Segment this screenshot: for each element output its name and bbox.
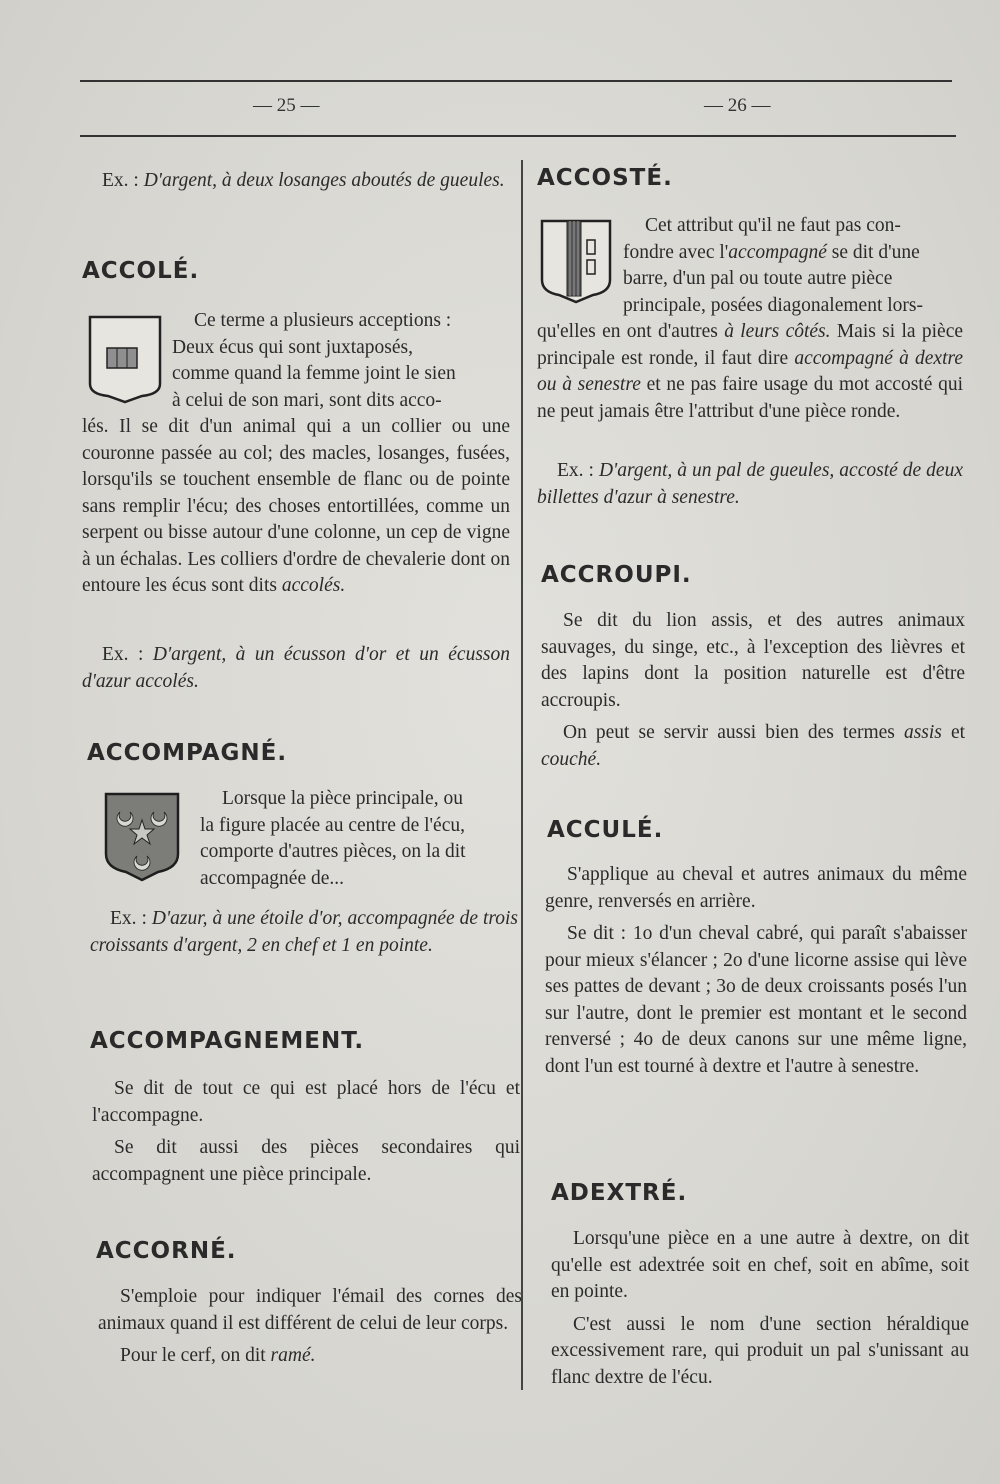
accoste-rest-italic-2: accompagné à dextre ou à senestre <box>537 347 964 395</box>
accoste-rest-3: et ne pas faire usage du mot accosté qui ne peut jamais être l'attribut d'une pièce ronde. <box>537 374 963 422</box>
ex-text: D'argent, à deux losanges aboutés de gueules. <box>143 170 505 191</box>
page-number-right: — 26 — <box>704 95 771 116</box>
accroupi-p2 <box>541 720 965 773</box>
accompagne-shield-icon <box>102 790 182 882</box>
accoste-line-4: principale, posées diagonalement lors- <box>623 294 923 316</box>
accompagnement-body <box>92 1076 520 1188</box>
ex-label: Ex. : <box>102 644 144 665</box>
ex-text: D'azur, à une étoile d'or, accompagnée de trois croissants d'argent, 2 en chef et 1 en pointe. <box>90 908 518 956</box>
accoste-line-3: barre, d'un pal ou toute autre pièce <box>623 268 893 289</box>
accroupi-p2-mid: et <box>950 722 966 743</box>
heading-accule: ACCULÉ. <box>547 817 664 843</box>
heading-accompagnement: ACCOMPAGNEMENT. <box>90 1028 365 1054</box>
accoste-example <box>537 458 963 511</box>
heading-adextre: ADEXTRÉ. <box>551 1180 688 1206</box>
accole-body-text: lés. Il se dit d'un animal qui a un collier ou une couronne passée au col; des macles, losanges, fusées, lorsqu'ils se touchent ensemble de flanc ou de pointe sans remplir l'écu; des choses entortillées, comme un serpent ou bisse autour d'une colonne, un cep de vigne à un échalas. Les colliers d'ordre de chevalerie dont on entoure les écus sont dits <box>82 416 510 596</box>
accroupi-body <box>541 608 965 773</box>
page-number-left: — 25 — <box>253 95 320 116</box>
adextre-p1: Lorsqu'une pièce en a une autre à dextre, on dit qu'elle est adextrée soit en chef, soit en abîme, soit en pointe. <box>551 1228 969 1302</box>
accroupi-p2-text: On peut se servir aussi bien des termes <box>563 722 895 743</box>
heading-accole: ACCOLÉ. <box>82 258 200 284</box>
accompagne-line-4: accompagnée de... <box>200 867 345 889</box>
accule-p2: Se dit : 1o d'un cheval cabré, qui paraît s'abaisser pour mieux s'élancer ; 2o d'une licorne assise qui lève ses pattes de devant ; 3o de deux croissants posés l'un sur l'autre, dont le premier est montant et le second renversé ; 4o de deux canons sur une même ligne, dont l'un est tourné à dextre et l'autre à senestre. <box>545 923 967 1077</box>
accole-line-1: Ce terme a plusieurs acceptions : <box>194 310 452 331</box>
accoste-line-2-pre: fondre avec l' <box>623 241 729 263</box>
accompagne-body-top <box>200 786 518 892</box>
heading-accoste: ACCOSTÉ. <box>537 165 673 191</box>
column-divider <box>521 160 523 1390</box>
accole-line-3: comme quand la femme joint le sien <box>172 363 456 384</box>
accoste-rest-italic-1: à leurs côtés. <box>724 321 831 342</box>
accoste-line-2-post: se dit d'une <box>826 241 920 263</box>
accoste-line-2 <box>623 240 963 267</box>
accole-line-2: Deux écus qui sont juxtaposés, <box>172 336 414 358</box>
ex-label: Ex. : <box>557 460 594 481</box>
accorne-p2-italic: ramé. <box>270 1345 316 1366</box>
accoste-body-top <box>623 213 963 319</box>
ex-losanges <box>82 168 510 195</box>
accompagnement-p2: Se dit aussi des pièces secondaires qui accompagnent une pièce principale. <box>92 1137 520 1185</box>
heading-accorne: ACCORNÉ. <box>96 1238 237 1264</box>
accoste-shield-icon <box>539 218 613 304</box>
adextre-body <box>551 1226 969 1391</box>
accoste-body-rest <box>537 319 963 425</box>
accoste-rest-1: qu'elles en ont d'autres <box>537 321 718 342</box>
adextre-p2: C'est aussi le nom d'une section héraldique excessivement rare, qui produit un pal s'unissant au flanc dextre de l'écu. <box>551 1313 969 1388</box>
ex-text: D'argent, à un écusson d'or et un écusson d'azur accolés. <box>82 644 510 692</box>
accompagne-line-2: la figure placée au centre de l'écu, <box>200 814 465 836</box>
accroupi-italic-2: couché. <box>541 748 602 770</box>
accompagne-example <box>90 906 518 959</box>
accroupi-italic-1: assis <box>903 722 942 743</box>
accole-example <box>82 642 510 695</box>
accompagne-line-1: Lorsque la pièce principale, ou <box>222 788 463 809</box>
header-rule-top <box>80 80 952 82</box>
ex-text: D'argent, à un pal de gueules, accosté de deux billettes d'azur à senestre. <box>537 460 963 508</box>
accorne-body <box>98 1284 522 1370</box>
accroupi-p1: Se dit du lion assis, et des autres animaux sauvages, du singe, etc., à l'exception des lièvres et des lapins dont la position naturelle est d'être accroupis. <box>541 610 965 711</box>
accule-p1: S'applique au cheval et autres animaux du même genre, renversés en arrière. <box>545 864 967 912</box>
accorne-p2 <box>98 1343 522 1370</box>
heading-accompagne: ACCOMPAGNÉ. <box>87 740 288 766</box>
accompagnement-p1: Se dit de tout ce qui est placé hors de l'écu et l'accompagne. <box>92 1078 520 1126</box>
heading-accroupi: ACCROUPI. <box>541 562 692 588</box>
accompagne-line-3: comporte d'autres pièces, on la dit <box>200 841 466 862</box>
accole-italic: accolés. <box>281 575 346 596</box>
accorne-p1: S'emploie pour indiquer l'émail des cornes des animaux quand il est différent de celui de leur corps. <box>98 1286 522 1334</box>
ex-label: Ex. : <box>110 908 147 929</box>
accorne-p2-text: Pour le cerf, on dit <box>120 1345 266 1366</box>
accule-body <box>545 862 967 1080</box>
accole-body-top <box>172 308 510 414</box>
accoste-rest-2: Mais si la pièce principale est ronde, il faut dire <box>537 321 964 369</box>
accoste-line-2-italic: accompagné <box>728 241 827 263</box>
ex-label: Ex. : <box>102 170 139 191</box>
accole-shield-icon <box>87 314 163 406</box>
accole-body-rest <box>82 414 510 600</box>
accole-line-4: à celui de son mari, sont dits acco- <box>172 389 442 411</box>
header-rule-bottom <box>80 135 956 137</box>
accoste-line-1: Cet attribut qu'il ne faut pas con- <box>645 215 901 236</box>
